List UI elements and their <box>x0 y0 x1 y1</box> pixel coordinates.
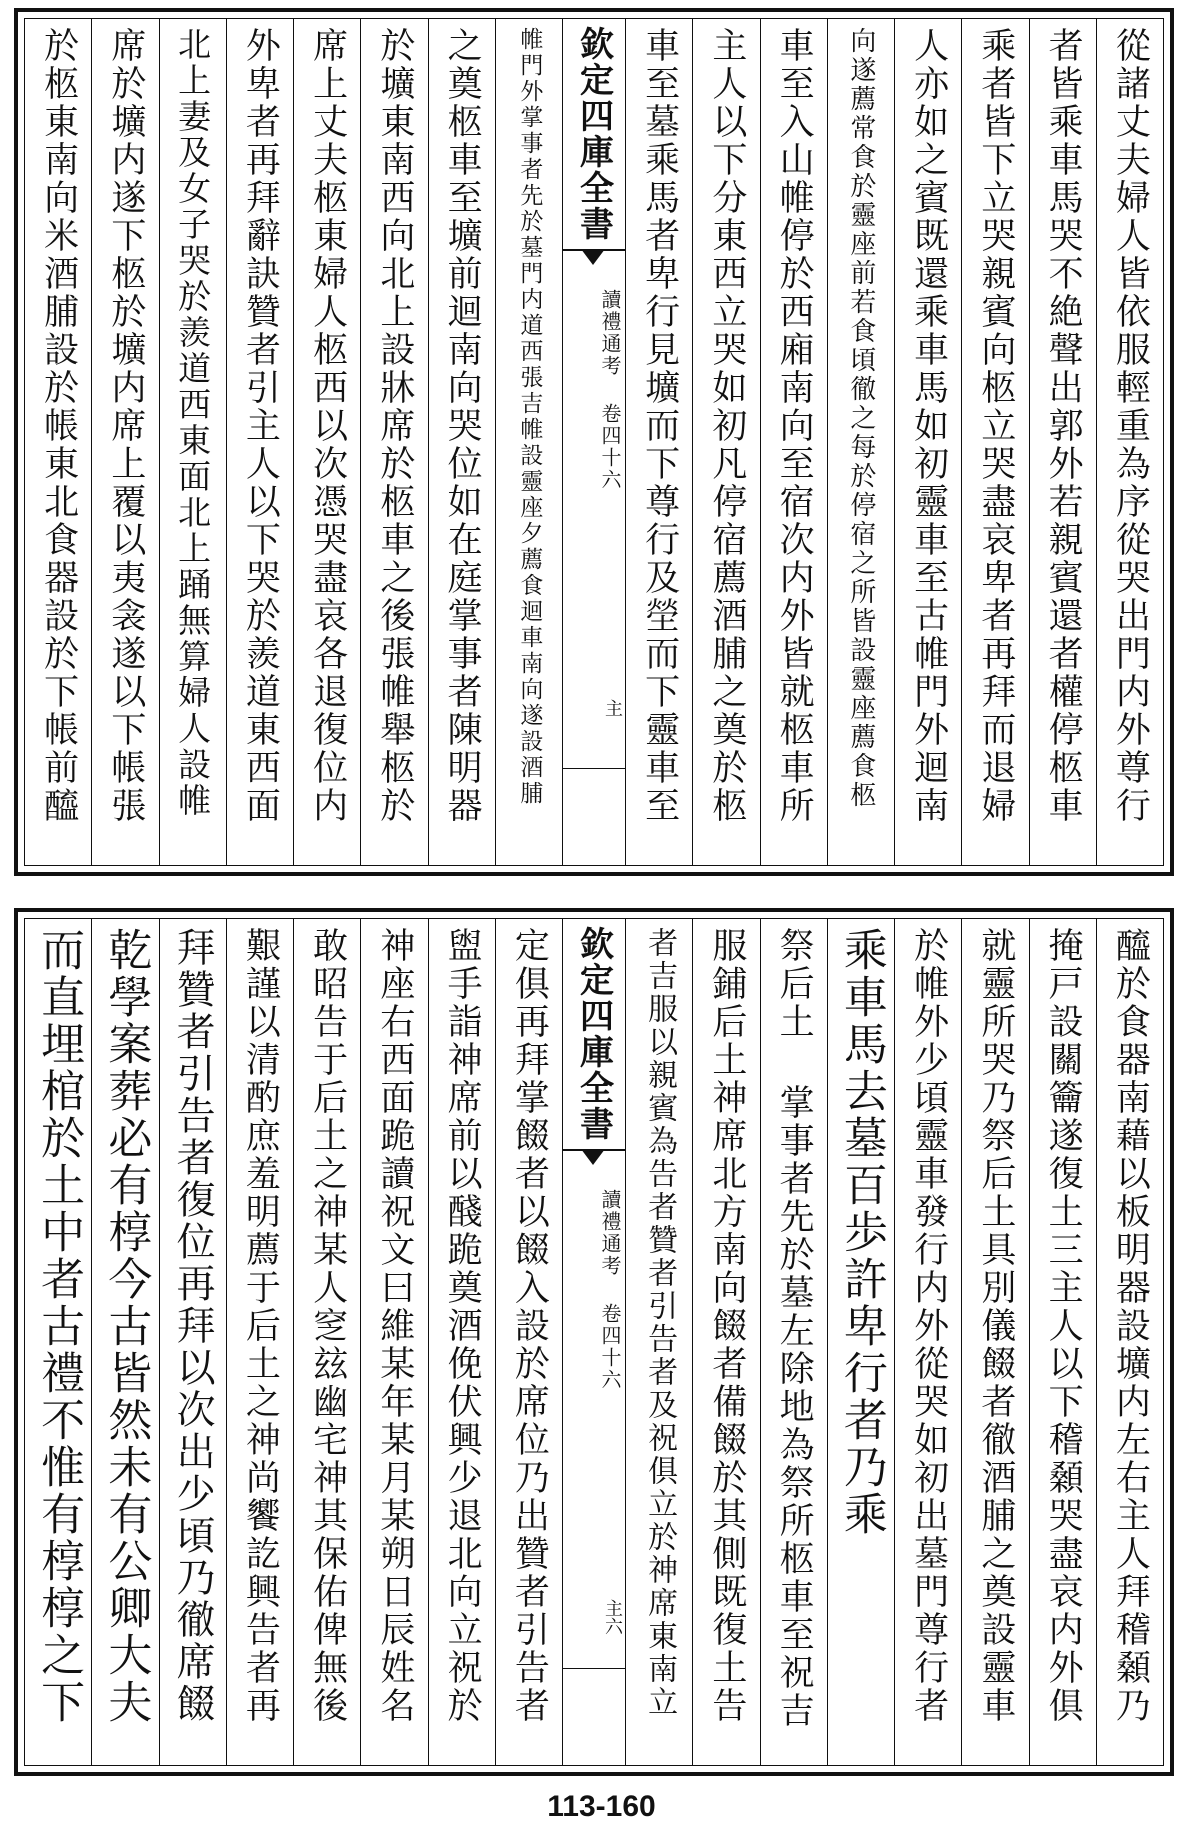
top-page-frame <box>24 18 1164 866</box>
column-text: 乾學案葬必有椁今古皆然未有公卿大夫 <box>100 927 152 1726</box>
text-column <box>692 919 759 1765</box>
column-text: 服鋪后土神席北方南向餟者備餟於其側既復土告 <box>706 927 747 1725</box>
text-column <box>894 919 961 1765</box>
text-column <box>25 19 91 865</box>
column-text: 車至入山帷停於西廂南向至宿次内外皆就柩車所 <box>774 27 815 825</box>
column-text: 艱謹以清酌庶羞明薦于后土之神尚饗訖興告者再 <box>240 927 281 1725</box>
column-text: 車至墓乘馬者卑行見壙而下尊行及塋而下靈車至 <box>639 27 680 825</box>
column-text: 乘車馬去墓百歩許卑行者乃乘 <box>835 927 887 1538</box>
fish-tail-mark-icon <box>581 1149 605 1165</box>
gutter-title: 欽定四庫全書 <box>563 919 625 1151</box>
gutter-title: 欽定四庫全書 <box>563 19 625 251</box>
text-column <box>827 19 894 865</box>
text-column <box>760 919 827 1765</box>
column-text: 者皆乘車馬哭不絶聲出郭外若親賓還者權停柩車 <box>1043 27 1084 825</box>
page-number: 113-160 <box>547 1790 656 1823</box>
gutter-subtitle: 讀禮通考 卷四十六 <box>598 1189 622 1391</box>
text-column <box>1096 19 1163 865</box>
column-text: 定俱再拜掌餟者以餟入設於席位乃出贊者引告者 <box>509 927 550 1725</box>
fish-tail-mark-icon <box>581 249 605 265</box>
text-column <box>91 19 158 865</box>
column-text: 於帷外少頃靈車發行内外從哭如初出墓門尊行者 <box>908 927 949 1725</box>
text-column <box>625 19 692 865</box>
text-column <box>495 19 562 865</box>
column-text: 帷門外掌事者先於墓門内道西張吉帷設靈座夕薦食迴車南向遂設酒脯 <box>516 27 543 807</box>
text-column <box>1029 919 1096 1765</box>
text-column <box>25 919 91 1765</box>
text-column <box>360 919 427 1765</box>
column-text: 向遂薦常食於靈座前若食頃徹之每於停宿之所皆設靈座薦食柩 <box>845 27 876 810</box>
text-column <box>360 19 427 865</box>
text-column <box>1096 919 1163 1765</box>
column-text: 北上妻及女子哭於羨道西東面北上踊無算婦人設帷 <box>173 27 213 819</box>
text-column <box>428 919 495 1765</box>
column-text: 乘者皆下立哭親賓向柩立哭盡哀卑者再拜而退婦 <box>975 27 1016 825</box>
column-text: 外卑者再拜辭訣贊者引主人以下哭於羨道東西面 <box>240 27 281 825</box>
text-column <box>226 19 293 865</box>
text-column <box>293 919 360 1765</box>
column-text: 祭后土 掌事者先於墓左除地為祭所柩車至祝吉 <box>774 927 815 1730</box>
text-column <box>961 919 1028 1765</box>
column-text: 席於壙内遂下柩於壙内席上覆以夷衾遂以下帳張 <box>105 27 146 825</box>
text-column <box>91 919 158 1765</box>
bottom-page-frame <box>24 918 1164 1766</box>
text-column <box>159 919 226 1765</box>
column-text: 神座右西面跪讀祝文曰維某年某月某朔日辰姓名 <box>374 927 415 1725</box>
text-column <box>428 19 495 865</box>
top-page <box>14 8 1174 876</box>
column-text: 就靈所哭乃祭后土具別儀餟者徹酒脯之奠設靈車 <box>975 927 1016 1725</box>
text-column <box>625 919 692 1765</box>
text-column <box>226 919 293 1765</box>
text-column <box>827 919 894 1765</box>
text-column <box>894 19 961 865</box>
text-column <box>159 19 226 865</box>
bottom-page <box>14 908 1174 1776</box>
center-gutter <box>562 19 625 865</box>
center-gutter <box>562 919 625 1765</box>
column-text: 拜贊者引告者復位再拜以次出少頃乃徹席餟 <box>170 927 216 1725</box>
column-text: 而直埋棺於土中者古禮不惟有椁椁之下 <box>33 927 85 1726</box>
column-text: 從諸丈夫婦人皆依服輕重為序從哭出門内外尊行 <box>1110 27 1151 825</box>
text-column <box>495 919 562 1765</box>
column-text: 敢昭告于后土之神某人窆玆幽宅神其保佑俾無後 <box>307 927 348 1725</box>
gutter-folio: 主 <box>602 699 623 717</box>
gutter-divider <box>563 768 625 769</box>
column-text: 於柩東南向米酒脯設於帳東北食器設於下帳前醯 <box>38 27 79 825</box>
gutter-folio: 主六 <box>602 1599 623 1635</box>
text-column <box>293 19 360 865</box>
gutter-subtitle: 讀禮通考 卷四十六 <box>598 289 622 491</box>
column-text: 主人以下分東西立哭如初凡停宿薦酒脯之奠於柩 <box>706 27 747 825</box>
column-text: 者吉服以親賓為告者贊者引告者及祝俱立於神席東南立 <box>642 927 678 1719</box>
column-text: 席上丈夫柩東婦人柩西以次憑哭盡哀各退復位内 <box>307 27 348 825</box>
column-text: 人亦如之賓既還乘車馬如初靈車至古帷門外迴南 <box>908 27 949 825</box>
text-column <box>692 19 759 865</box>
text-column <box>1029 19 1096 865</box>
column-text: 掩戸設關籥遂復土三主人以下稽顙哭盡哀内外俱 <box>1043 927 1084 1725</box>
column-text: 盥手詣神席前以醆跪奠酒俛伏興少退北向立祝於 <box>442 927 483 1725</box>
gutter-divider <box>563 1668 625 1669</box>
column-text: 於壙東南西向北上設牀席於柩車之後張帷舉柩於 <box>374 27 415 825</box>
column-text: 醯於食器南藉以板明器設壙内左右主人拜稽顙乃 <box>1110 927 1151 1725</box>
text-column <box>961 19 1028 865</box>
column-text: 之奠柩車至壙前迴南向哭位如在庭掌事者陳明器 <box>442 27 483 825</box>
text-column <box>760 19 827 865</box>
